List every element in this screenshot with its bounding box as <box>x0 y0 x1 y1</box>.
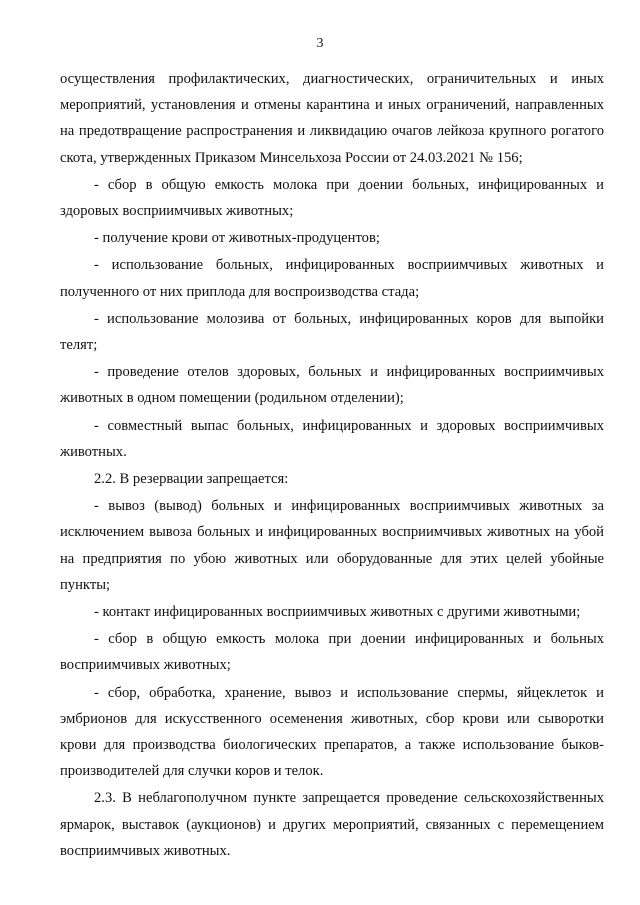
list-item-blood-collection: - получение крови от животных-продуцентов; <box>94 230 380 247</box>
list-item-grazing: - совместный выпас больных, инфицированных и здоровых восприимчивых животных. <box>60 417 604 460</box>
section-paragraph-2-3: 2.3. В неблагополучном пункте запрещается проведение сельскохозяйственных ярмарок, выставок (аукционов) и других мероприятий, связанных с перемещением восприимчивых животных. <box>60 790 604 859</box>
list-item-export: - вывоз (вывод) больных и инфицированных восприимчивых животных за исключением вывоза больных и инфицированных восприимчивых животных на убой на предприятия по убою животных или оборудованные для этих целей убойные пункты; <box>60 498 604 593</box>
list-item-calving: - проведение отелов здоровых, больных и инфицированных восприимчивых животных в одном помещении (родильном отделении); <box>60 364 604 407</box>
list-item-milk-collection-reservation: - сбор в общую емкость молока при доении инфицированных и больных восприимчивых животных; <box>60 631 604 674</box>
paragraph-continuation: осуществления профилактических, диагностических, ограничительных и иных мероприятий, установления и отмены карантина и иных ограничений, направленных на предотвращение распространения и ликвидацию очагов лейкоза крупного рогатого скота, утвержденных Приказом Минсельхоза России от 24.03.2021 № 156; <box>60 71 604 166</box>
list-item-sperm-embryo: - сбор, обработка, хранение, вывоз и использование спермы, яйцеклеток и эмбрионов для искусственного осеменения животных, сбор крови или сыворотки крови для производства биологических препаратов, а также использование быков-производителей для случки коров и телок. <box>60 684 604 780</box>
page-number: 3 <box>316 36 324 51</box>
list-item-contact: - контакт инфицированных восприимчивых животных с другими животными; <box>94 604 581 621</box>
document-body <box>60 66 604 864</box>
section-heading-2-2: 2.2. В резервации запрещается: <box>94 471 289 488</box>
list-item-milk-collection: - сбор в общую емкость молока при доении больных, инфицированных и здоровых восприимчивых животных; <box>60 176 604 220</box>
list-item-breeding-use: - использование больных, инфицированных восприимчивых животных и полученного от них приплода для воспроизводства стада; <box>60 257 604 300</box>
list-item-colostrum-use: - использование молозива от больных, инфицированных коров для выпойки телят; <box>60 310 604 354</box>
